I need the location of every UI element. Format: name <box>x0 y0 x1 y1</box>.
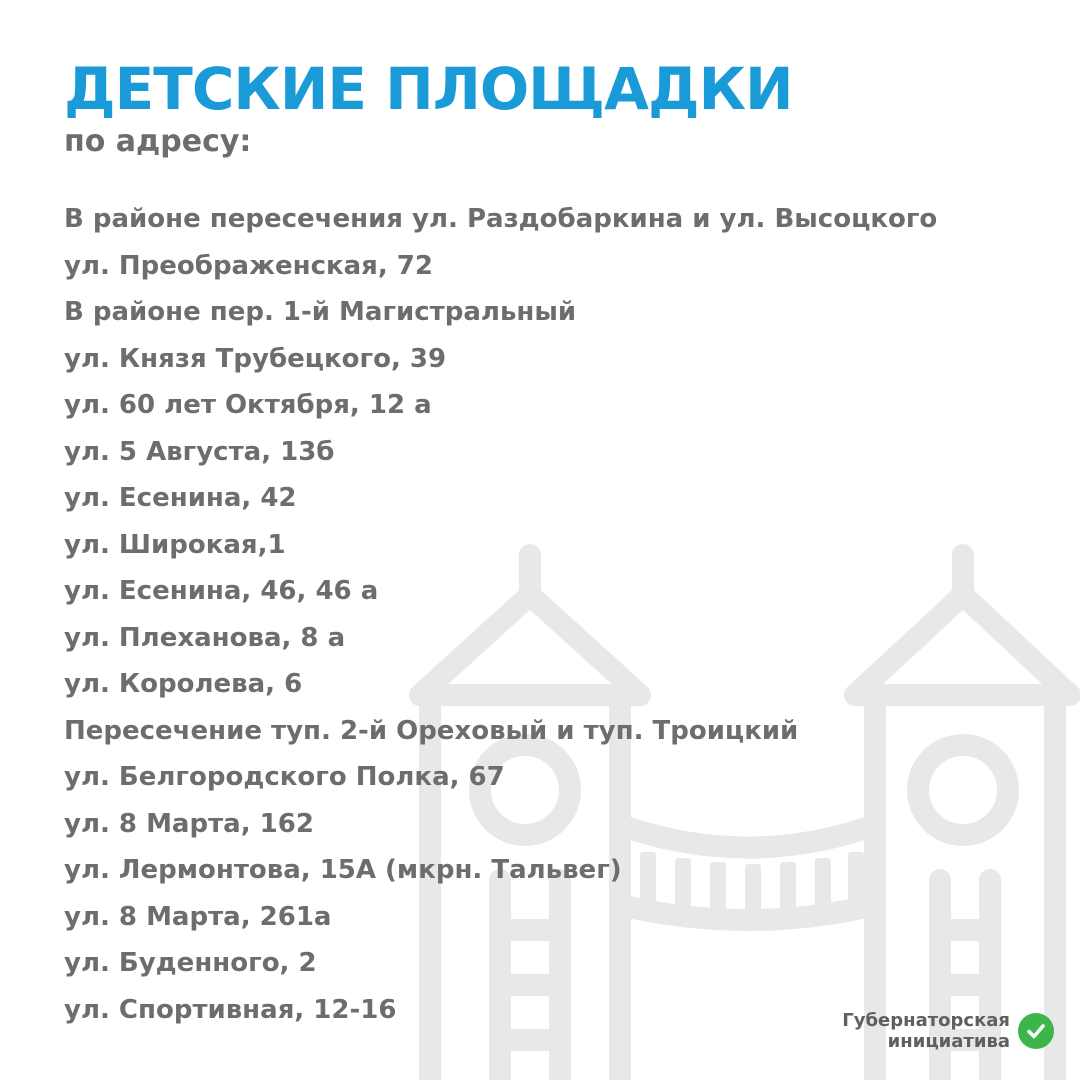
checkmark-circle-icon <box>1018 1013 1054 1049</box>
main-content <box>64 55 938 1025</box>
address-item: ул. Лермонтова, 15А (мкрн. Тальвег) <box>64 855 622 885</box>
address-item: ул. Белгородского Полка, 67 <box>64 762 505 792</box>
address-item: ул. Есенина, 46, 46 а <box>64 576 379 606</box>
address-item: ул. Широкая,1 <box>64 529 286 560</box>
address-list <box>64 196 937 1033</box>
address-item: В районе пересечения ул. Раздобаркина и ул. Высоцкого <box>64 204 938 234</box>
address-item: В районе пер. 1-й Магистральный <box>64 297 577 327</box>
address-item: ул. 60 лет Октября, 12 а <box>64 390 432 420</box>
address-item: Пересечение туп. 2-й Ореховый и туп. Троицкий <box>64 715 799 746</box>
page-subtitle: по адресу: <box>64 124 252 159</box>
address-item: ул. 8 Марта, 261а <box>64 901 332 932</box>
address-item: ул. Есенина, 42 <box>64 483 297 513</box>
address-item: ул. Князя Трубецкого, 39 <box>64 343 447 374</box>
address-item: ул. Королева, 6 <box>64 669 303 699</box>
badge-line-1: Губернаторская <box>842 1010 1010 1031</box>
governor-initiative-badge <box>842 1010 1054 1052</box>
address-item: ул. Преображенская, 72 <box>64 250 433 281</box>
address-item: ул. 5 Августа, 13б <box>64 436 335 467</box>
address-item: ул. Плеханова, 8 а <box>64 622 346 653</box>
address-item: ул. Спортивная, 12-16 <box>64 994 397 1025</box>
page-title: ДЕТСКИЕ ПЛОЩАДКИ <box>64 55 793 123</box>
address-item: ул. 8 Марта, 162 <box>64 808 314 839</box>
address-item: ул. Буденного, 2 <box>64 948 317 978</box>
badge-line-2: инициатива <box>887 1031 1010 1052</box>
badge-text <box>842 1010 1010 1052</box>
